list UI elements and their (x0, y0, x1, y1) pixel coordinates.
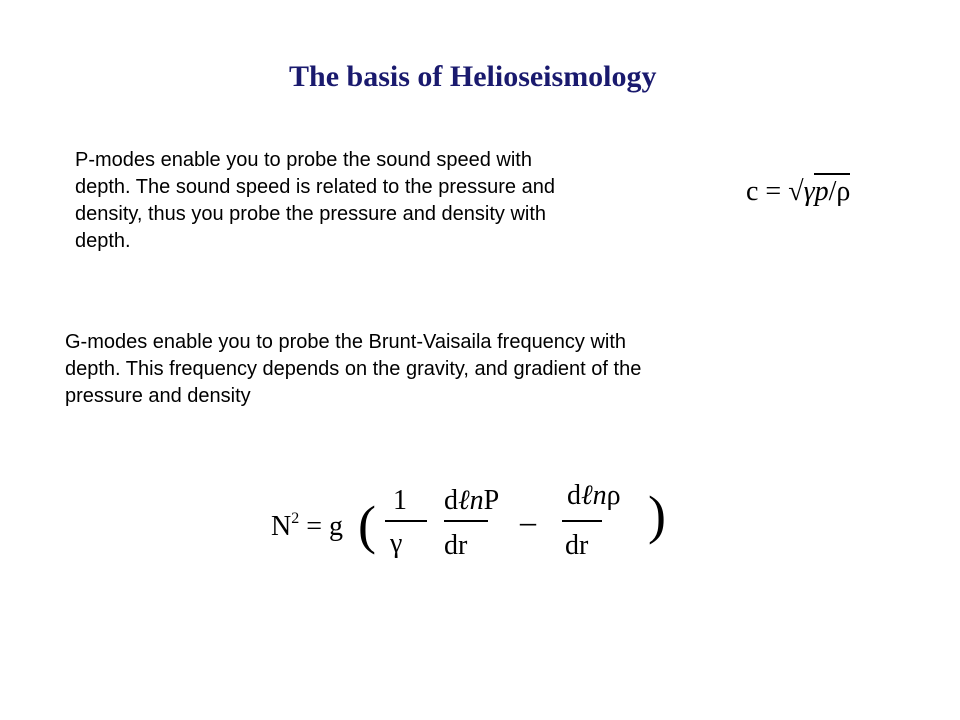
division-slash: / (828, 176, 837, 207)
fraction1-numerator: 1 (393, 485, 407, 516)
fraction3-numerator (567, 480, 621, 512)
slide-title: The basis of Helioseismology (289, 60, 657, 93)
density-symbol: ρ (836, 176, 851, 207)
fraction2-numerator (444, 485, 499, 517)
gmodes-line: G-modes enable you to probe the Brunt-Vaisaila frequency with (65, 331, 627, 353)
pmodes-line: density, thus you probe the pressure and density with (75, 203, 547, 225)
gmodes-paragraph (65, 329, 845, 410)
fraction2-denominator: dr (444, 530, 468, 561)
right-parenthesis: ) (648, 485, 666, 545)
ell-symbol: ℓ (581, 480, 593, 511)
d-symbol: d (444, 485, 458, 516)
fraction3-bar (562, 520, 602, 522)
density-symbol: ρ (606, 480, 621, 511)
pressure-symbol: p (814, 176, 829, 207)
gmodes-line: pressure and density (65, 385, 251, 407)
equals-g: = g (299, 511, 344, 542)
d-symbol: d (567, 480, 581, 511)
gamma-symbol: γ (803, 176, 815, 207)
sqrt-overline (814, 173, 850, 175)
pmodes-line: depth. The sound speed is related to the pressure and (75, 176, 555, 198)
fraction1-bar (385, 520, 427, 522)
n-italic: n (469, 485, 484, 516)
fraction1-denominator: γ (390, 528, 403, 559)
n-symbol: N (271, 511, 292, 542)
ell-symbol: ℓ (458, 485, 470, 516)
fraction3-denominator: dr (565, 530, 589, 561)
gmodes-line: depth. This frequency depends on the gravity, and gradient of the (65, 358, 642, 380)
pressure-symbol: P (483, 485, 500, 516)
n-italic: n (592, 480, 607, 511)
pmodes-line: depth. (75, 230, 131, 252)
pmodes-paragraph (75, 147, 725, 255)
left-parenthesis: ( (358, 495, 376, 555)
brunt-vaisala-lhs (271, 510, 343, 543)
minus-sign: – (520, 503, 536, 539)
exponent: 2 (291, 510, 300, 527)
sound-speed-equation (746, 176, 850, 208)
equation-lhs: c = √ (746, 176, 804, 207)
fraction2-bar (444, 520, 488, 522)
pmodes-line: P-modes enable you to probe the sound speed with (75, 149, 532, 171)
